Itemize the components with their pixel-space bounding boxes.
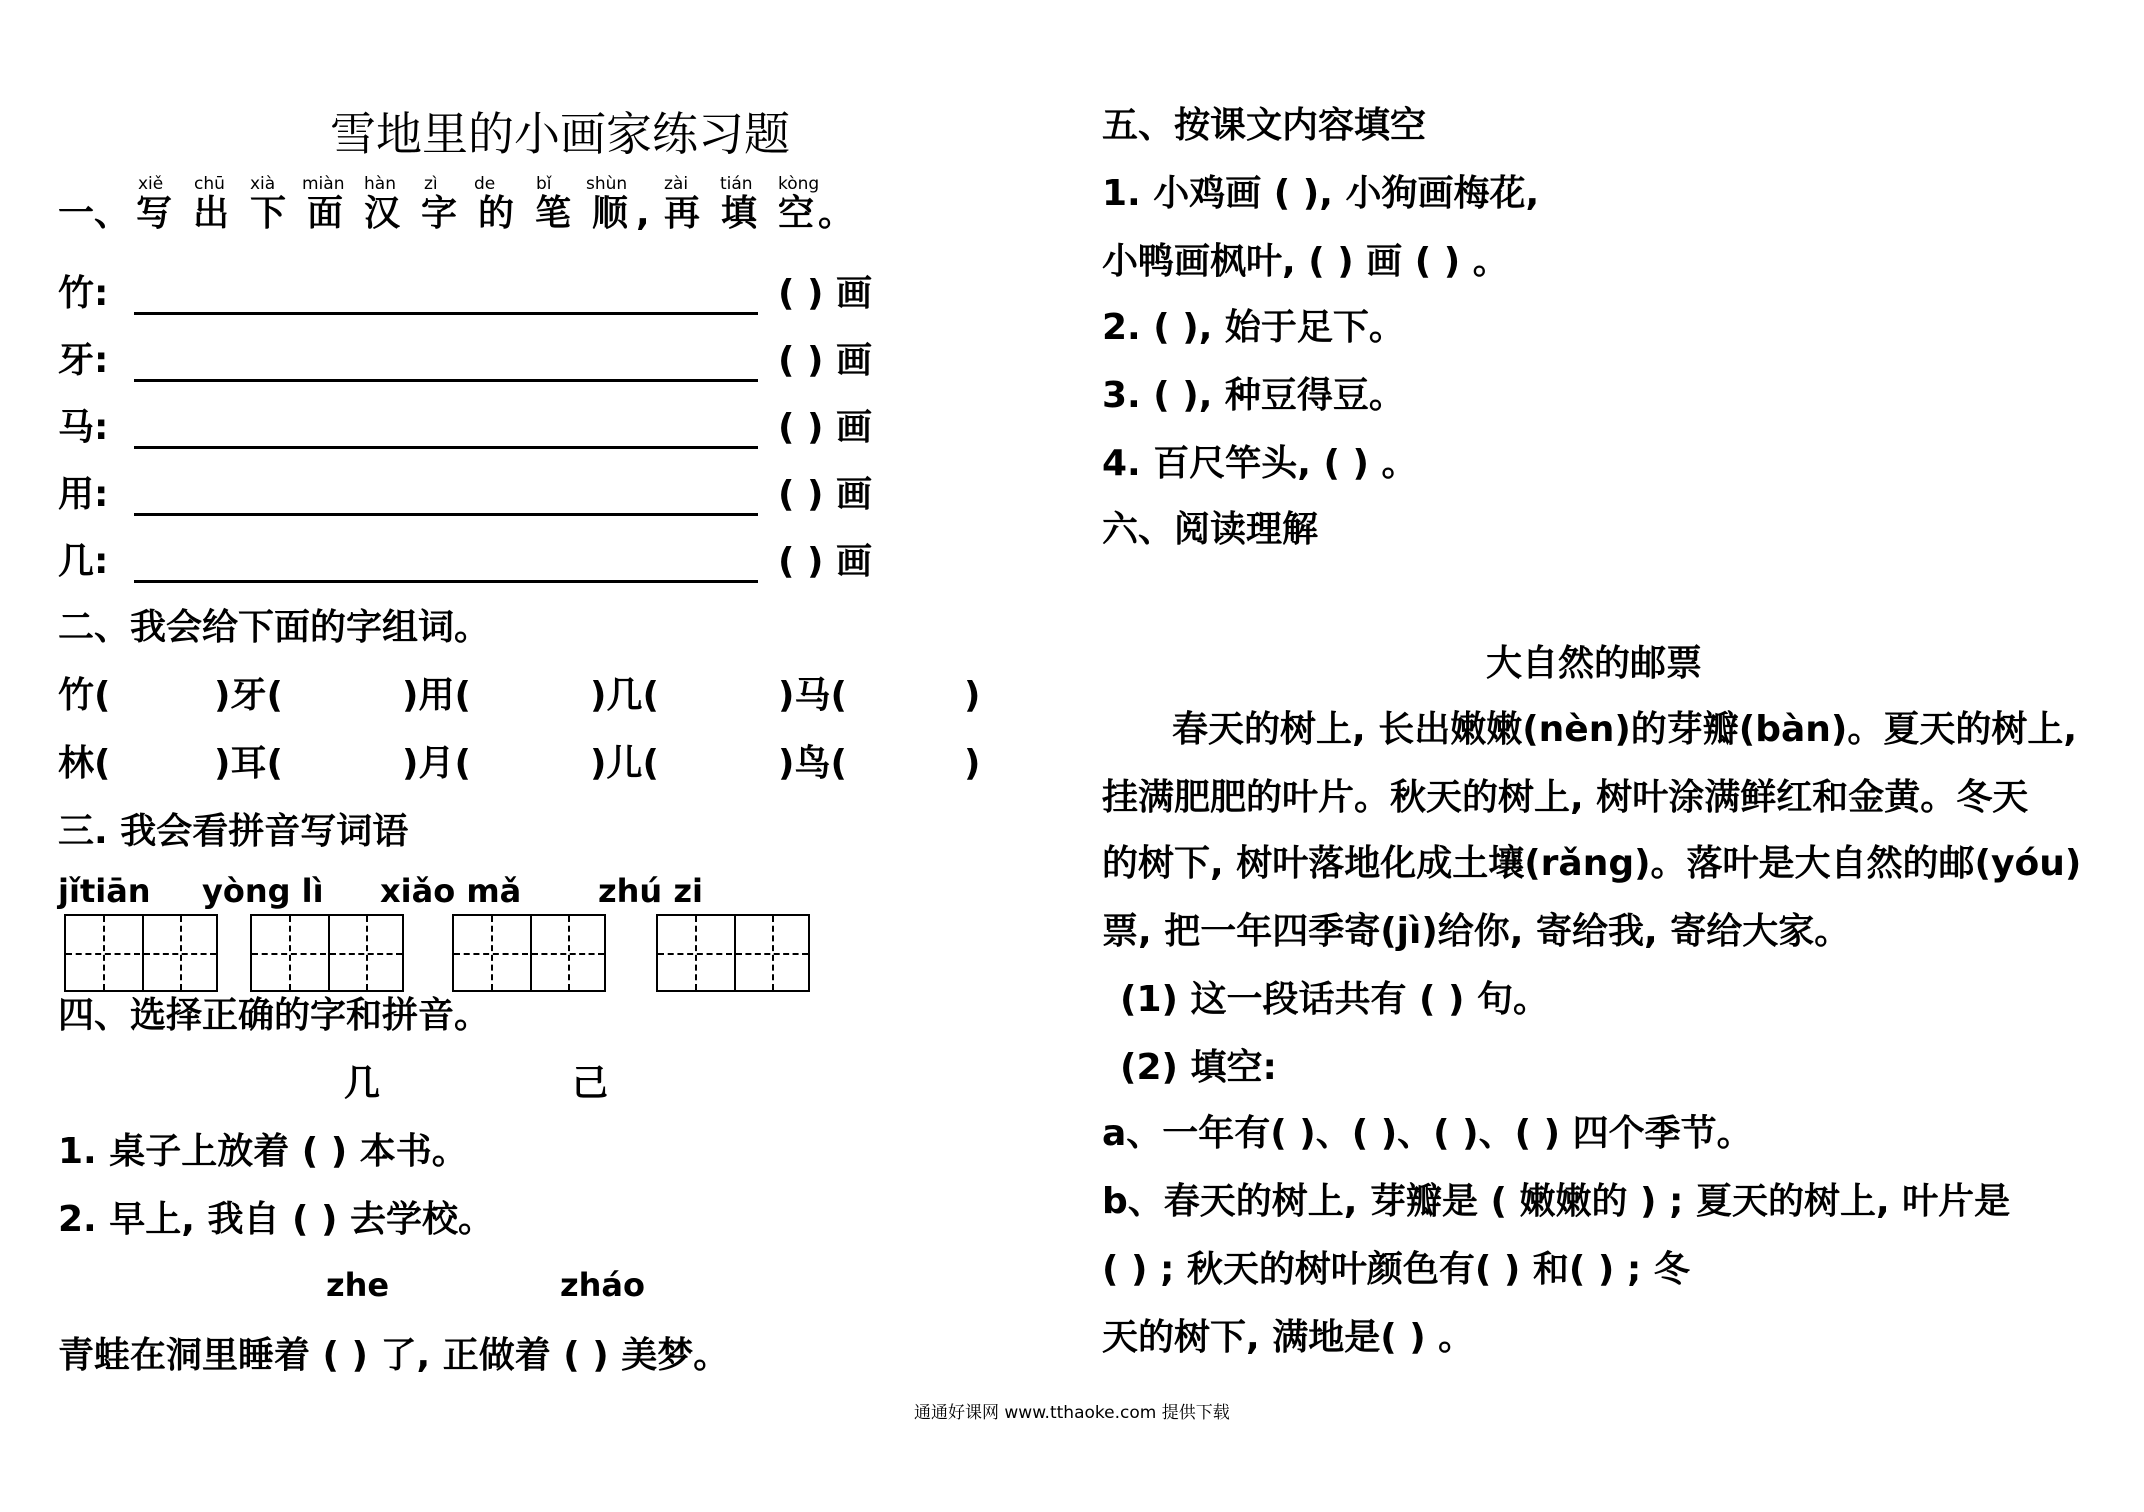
heading-char: 面 <box>307 193 344 234</box>
grid-cell[interactable] <box>530 916 604 990</box>
fill-line: 小鸭画枫叶, ( ) 画 ( ) 。 <box>1102 241 1509 282</box>
pinyin: xiě <box>138 174 164 194</box>
question: (2) 填空: <box>1120 1047 1277 1088</box>
fill-line: a、一年有( )、( )、( )、( ) 四个季节。 <box>1102 1113 1753 1154</box>
heading-char: 汉 <box>364 193 401 234</box>
fill-line: 1. 小鸡画 ( ), 小狗画梅花, <box>1102 173 1540 214</box>
section5-heading: 五、按课文内容填空 <box>1102 105 1427 146</box>
stroke-char: 马: <box>58 407 109 448</box>
pinyin: miàn <box>302 174 345 194</box>
pinyin: bǐ <box>536 174 552 194</box>
section2-heading: 二、我会给下面的字组词。 <box>58 607 491 648</box>
heading-char: 空 <box>778 193 815 234</box>
question: 2. 早上, 我自 ( ) 去学校。 <box>58 1199 494 1240</box>
word-group-item: ) <box>964 743 981 784</box>
fill-line: 3. ( ), 种豆得豆。 <box>1102 375 1405 416</box>
heading-char: 下 <box>250 193 287 234</box>
heading-char: 写 <box>136 193 173 234</box>
heading-char: , <box>636 193 650 234</box>
word-group-item: )月( <box>402 743 471 784</box>
heading-char: 出 <box>193 193 230 234</box>
passage-line: 春天的树上, 长出嫩嫩(nèn)的芽瓣(bàn)。夏天的树上, <box>1172 709 2078 750</box>
word-group-item: )马( <box>778 675 847 716</box>
passage-line: 挂满肥肥的叶片。秋天的树上, 树叶涂满鲜红和金黄。冬天 <box>1102 777 2029 818</box>
grid-cell[interactable] <box>252 916 326 990</box>
word-group-item: )牙( <box>214 675 283 716</box>
grid-cell[interactable] <box>454 916 528 990</box>
question: 1. 桌子上放着 ( ) 本书。 <box>58 1131 468 1172</box>
pinyin: kòng <box>778 174 820 194</box>
writing-grid[interactable] <box>250 914 404 992</box>
stroke-answer-line[interactable] <box>134 513 758 516</box>
writing-grid[interactable] <box>64 914 218 992</box>
heading-char: 笔 <box>535 193 572 234</box>
passage-line: 的树下, 树叶落地化成土壤(rǎng)。落叶是大自然的邮(yóu) <box>1102 843 2082 884</box>
stroke-char: 几: <box>58 541 109 582</box>
stroke-answer-line[interactable] <box>134 379 758 382</box>
word-group-item: )用( <box>402 675 471 716</box>
pinyin-prompt: jǐtiān <box>58 872 151 910</box>
pinyin: hàn <box>364 174 396 194</box>
stroke-char: 牙: <box>58 340 109 381</box>
grid-cell[interactable] <box>328 916 402 990</box>
pinyin: tián <box>720 174 753 194</box>
word-group-item: ) <box>964 675 981 716</box>
heading-char: 的 <box>478 193 515 234</box>
pinyin: de <box>474 174 496 194</box>
section6-heading: 六、阅读理解 <box>1102 509 1319 550</box>
stroke-count: ( ) 画 <box>778 541 872 582</box>
heading-char: 填 <box>721 193 758 234</box>
pinyin: zài <box>664 174 689 194</box>
pinyin: xià <box>250 174 276 194</box>
stroke-count: ( ) 画 <box>778 340 872 381</box>
stroke-count: ( ) 画 <box>778 474 872 515</box>
section3-heading: 三. 我会看拼音写词语 <box>58 811 409 852</box>
fill-line: ( ) ; 秋天的树叶颜色有( ) 和( ) ; 冬 <box>1102 1249 1690 1290</box>
stroke-answer-line[interactable] <box>134 446 758 449</box>
question: (1) 这一段话共有 ( ) 句。 <box>1120 979 1549 1020</box>
word-group-item: )儿( <box>590 743 659 784</box>
pinyin-prompt: xiǎo mǎ <box>380 872 522 910</box>
section4-heading: 四、选择正确的字和拼音。 <box>58 995 491 1036</box>
grid-cell[interactable] <box>658 916 732 990</box>
stroke-answer-line[interactable] <box>134 312 758 315</box>
heading-char: 字 <box>421 193 458 234</box>
writing-grid[interactable] <box>452 914 606 992</box>
pinyin-prompt: yòng lì <box>202 872 324 910</box>
word-group-item: )耳( <box>214 743 283 784</box>
word-group-item: 竹( <box>58 675 111 716</box>
word-group-item: )鸟( <box>778 743 847 784</box>
fill-line: 4. 百尺竿头, ( ) 。 <box>1102 443 1418 484</box>
pinyin-prompt: zhú zi <box>598 872 703 910</box>
choice-char: 几 <box>344 1063 381 1104</box>
pinyin: zì <box>424 174 438 194</box>
grid-cell[interactable] <box>142 916 216 990</box>
grid-cell[interactable] <box>66 916 140 990</box>
stroke-answer-line[interactable] <box>134 580 758 583</box>
passage-line: 票, 把一年四季寄(jì)给你, 寄给我, 寄给大家。 <box>1102 911 1851 952</box>
stroke-count: ( ) 画 <box>778 273 872 314</box>
word-group-item: 林( <box>58 743 111 784</box>
fill-line: 2. ( ), 始于足下。 <box>1102 307 1405 348</box>
pinyin-choice: zhe <box>326 1266 390 1304</box>
pinyin: chū <box>194 174 225 194</box>
heading-char: 顺 <box>592 193 629 234</box>
pinyin: shùn <box>586 174 628 194</box>
worksheet-title: 雪地里的小画家练习题 <box>330 107 790 161</box>
stroke-count: ( ) 画 <box>778 407 872 448</box>
question: 青蛙在洞里睡着 ( ) 了, 正做着 ( ) 美梦。 <box>58 1335 730 1376</box>
choice-char: 己 <box>572 1063 609 1104</box>
footer-credit: 通通好课网 www.tthaoke.com 提供下载 <box>914 1403 1230 1423</box>
fill-line: b、春天的树上, 芽瓣是 ( 嫩嫩的 ) ; 夏天的树上, 叶片是 <box>1102 1181 2011 1222</box>
heading-char: 再 <box>664 193 701 234</box>
passage-title: 大自然的邮票 <box>1486 643 1703 684</box>
writing-grid[interactable] <box>656 914 810 992</box>
pinyin-choice: zháo <box>560 1266 645 1304</box>
stroke-char: 竹: <box>58 273 109 314</box>
heading-char: 一、 <box>58 193 131 234</box>
heading-char: 。 <box>818 193 855 234</box>
fill-line: 天的树下, 满地是( ) 。 <box>1102 1317 1475 1358</box>
stroke-char: 用: <box>58 474 109 515</box>
grid-cell[interactable] <box>734 916 808 990</box>
word-group-item: )几( <box>590 675 659 716</box>
